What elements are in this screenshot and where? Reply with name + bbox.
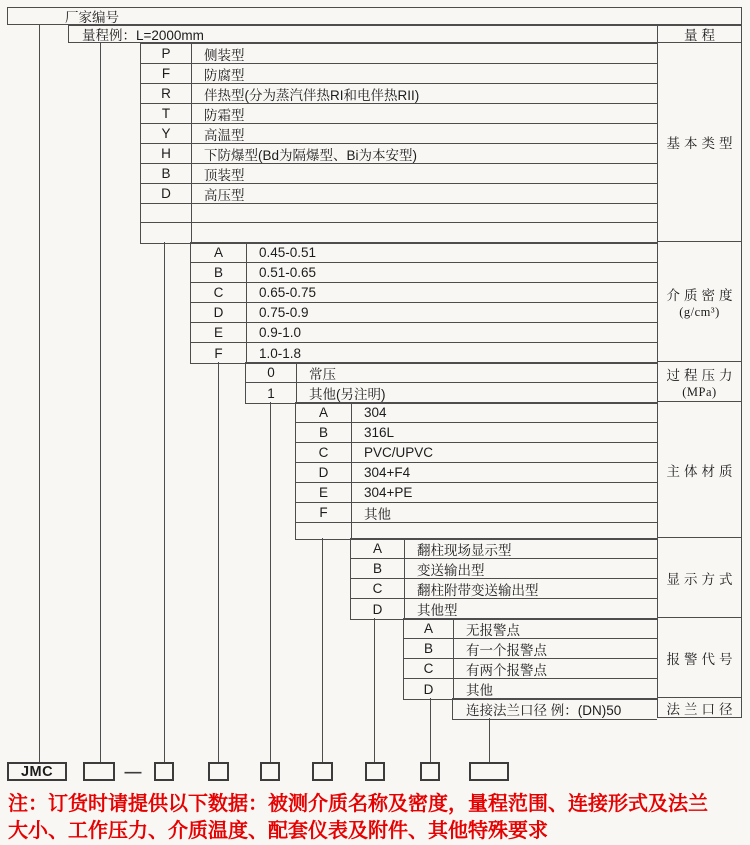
option-row (191, 343, 657, 363)
section-table-density (190, 242, 657, 364)
code-column-divider (404, 539, 405, 619)
category-label-display (658, 538, 741, 618)
code-column-divider (191, 44, 192, 243)
range-example-row (68, 25, 742, 43)
option-row (141, 144, 657, 164)
option-desc: 有两个报警点 (466, 662, 547, 678)
option-code: A (423, 621, 433, 636)
option-desc: 防腐型 (204, 67, 245, 83)
category-label-text: 报警代号 (666, 651, 737, 667)
connector-line-display (374, 618, 375, 762)
connector-line-mfr (39, 25, 40, 762)
option-code: C (423, 661, 434, 676)
option-row (141, 44, 657, 64)
category-label-density (658, 242, 741, 362)
model-code-box-flange (469, 762, 509, 781)
model-code-box-display (365, 762, 385, 781)
option-row (191, 323, 657, 343)
section-table-alarm (403, 618, 657, 700)
category-label-alarm (658, 618, 741, 698)
option-desc: 其他 (466, 683, 493, 698)
option-row (141, 204, 657, 223)
option-desc: 高压型 (204, 187, 245, 203)
option-desc: 0.51-0.65 (259, 265, 317, 280)
option-row (453, 699, 657, 719)
option-code: P (161, 46, 171, 61)
code-column-divider (351, 403, 352, 539)
option-desc: 1.0-1.8 (259, 345, 302, 361)
option-desc: 其他型 (417, 603, 458, 618)
section-table-pressure (245, 362, 657, 404)
option-row (404, 679, 657, 699)
option-row (141, 223, 657, 243)
category-label-column (657, 25, 742, 718)
option-code: D (213, 305, 224, 320)
option-code: Y (161, 126, 171, 141)
option-row (404, 619, 657, 639)
category-label-pressure (658, 362, 741, 402)
option-code: F (319, 505, 328, 520)
option-row (141, 164, 657, 184)
model-prefix-box (7, 762, 67, 781)
connector-line-flange (489, 718, 490, 762)
option-code: D (423, 681, 434, 697)
option-row (351, 579, 657, 599)
option-row (351, 559, 657, 579)
section-table-flange (452, 698, 657, 720)
code-column-divider (453, 619, 454, 699)
option-code: C (318, 445, 329, 460)
option-desc: 304 (364, 405, 387, 420)
option-desc: 其他(另注明) (309, 387, 386, 402)
model-code-box-material (312, 762, 333, 781)
category-label-text: 量程 (684, 27, 719, 43)
option-code: H (161, 146, 171, 161)
category-label-material (658, 402, 741, 538)
option-desc: 翻柱附带变送输出型 (417, 582, 539, 598)
option-desc: 有一个报警点 (466, 642, 547, 658)
code-separator-dash: — (124, 761, 142, 781)
option-desc: 304+F4 (364, 465, 411, 480)
option-desc: 0.75-0.9 (259, 305, 309, 320)
order-note-line2: 大小、工作压力、介质温度、配套仪表及附件、其他特殊要求 (8, 820, 548, 842)
model-prefix-label: JMC (20, 763, 54, 780)
category-label-range (658, 25, 741, 43)
option-row (404, 639, 657, 659)
option-row (141, 84, 657, 104)
option-desc: 0.45-0.51 (259, 245, 317, 260)
option-row (191, 263, 657, 283)
section-table-display (350, 538, 657, 620)
connector-line-basic (164, 242, 165, 762)
category-label-unit: (MPa) (682, 384, 717, 399)
manufacturer-code-row (7, 7, 742, 25)
connector-line-density (218, 362, 219, 762)
option-code: B (423, 641, 433, 656)
option-desc: 0.9-1.0 (259, 325, 302, 340)
option-code: B (372, 561, 382, 576)
option-code: B (318, 425, 328, 440)
option-desc: 无报警点 (466, 622, 520, 638)
option-desc: 顶装型 (204, 167, 245, 183)
option-code: A (318, 405, 328, 420)
option-desc: 变送输出型 (417, 562, 485, 578)
section-table-material (295, 402, 657, 540)
option-row (191, 243, 657, 263)
category-label-text: 过程压力 (666, 367, 737, 383)
manufacturer-code-label: 厂家编号 (65, 10, 119, 25)
option-row (191, 303, 657, 323)
option-row (404, 659, 657, 679)
option-code (141, 223, 191, 243)
connector-line-range (100, 43, 101, 762)
option-row (141, 64, 657, 84)
order-note-line1: 注：订货时请提供以下数据：被测介质名称及密度，量程范围、连接形式及法兰 (8, 793, 708, 815)
range-example-label: 量程例：L=2000mm (82, 28, 204, 43)
option-row (141, 184, 657, 204)
option-code: C (372, 581, 383, 596)
option-code (296, 523, 351, 539)
option-desc: 伴热型(分为蒸汽伴热RI和电伴热RII) (204, 87, 420, 103)
section-table-basic (140, 43, 657, 244)
category-label-text: 法兰口径 (666, 702, 737, 717)
category-label-basic (658, 43, 741, 242)
connector-line-material (322, 538, 323, 762)
option-desc: 0.65-0.75 (259, 285, 317, 300)
option-desc: 侧装型 (204, 47, 245, 63)
option-code: F (214, 345, 223, 361)
option-desc: 防霜型 (204, 107, 245, 123)
option-desc: 316L (364, 425, 395, 440)
option-desc: 常压 (309, 366, 336, 382)
option-code: B (213, 265, 223, 280)
option-code: D (161, 186, 171, 201)
option-desc: 下防爆型(Bd为隔爆型、Bi为本安型) (204, 147, 418, 163)
category-label-flange (658, 698, 741, 718)
option-desc: 304+PE (364, 485, 413, 500)
option-row (351, 539, 657, 559)
model-code-box-alarm (420, 762, 440, 781)
option-code: E (213, 325, 223, 340)
option-row (141, 104, 657, 124)
connector-line-pressure (270, 402, 271, 762)
option-code: C (213, 285, 224, 300)
option-code: D (372, 601, 383, 617)
category-label-text: 显示方式 (666, 571, 737, 587)
code-column-divider (246, 243, 247, 363)
model-code-box-range (83, 762, 115, 781)
option-code (141, 204, 191, 222)
option-row (141, 124, 657, 144)
option-row (246, 383, 657, 403)
category-label-unit: (g/cm³) (679, 304, 720, 319)
model-code-box-pressure (260, 762, 280, 781)
option-desc: 高温型 (204, 127, 245, 143)
code-column-divider (296, 363, 297, 403)
category-label-text: 主体材质 (666, 463, 737, 479)
option-code: A (372, 541, 382, 556)
option-code: 1 (267, 385, 275, 401)
model-code-box-basic (154, 762, 174, 781)
option-desc: 翻柱现场显示型 (417, 542, 512, 558)
connector-line-alarm (430, 698, 431, 762)
category-label-text: 基本类型 (666, 136, 737, 151)
option-code: R (161, 86, 171, 101)
category-label-text: 介质密度 (666, 287, 737, 303)
option-desc: 连接法兰口径 例：(DN)50 (466, 703, 622, 718)
option-row (246, 363, 657, 383)
option-desc: PVC/UPVC (364, 445, 434, 460)
model-code-box-density (208, 762, 229, 781)
option-code: B (161, 166, 171, 181)
option-code: E (318, 485, 328, 500)
order-note (8, 791, 708, 845)
option-row (351, 599, 657, 619)
option-desc: 其他 (364, 506, 391, 522)
option-code: T (161, 106, 171, 121)
option-code: 0 (267, 365, 275, 380)
option-row (191, 283, 657, 303)
option-code: F (161, 66, 171, 81)
option-code: D (318, 465, 329, 480)
option-code: A (213, 245, 223, 260)
